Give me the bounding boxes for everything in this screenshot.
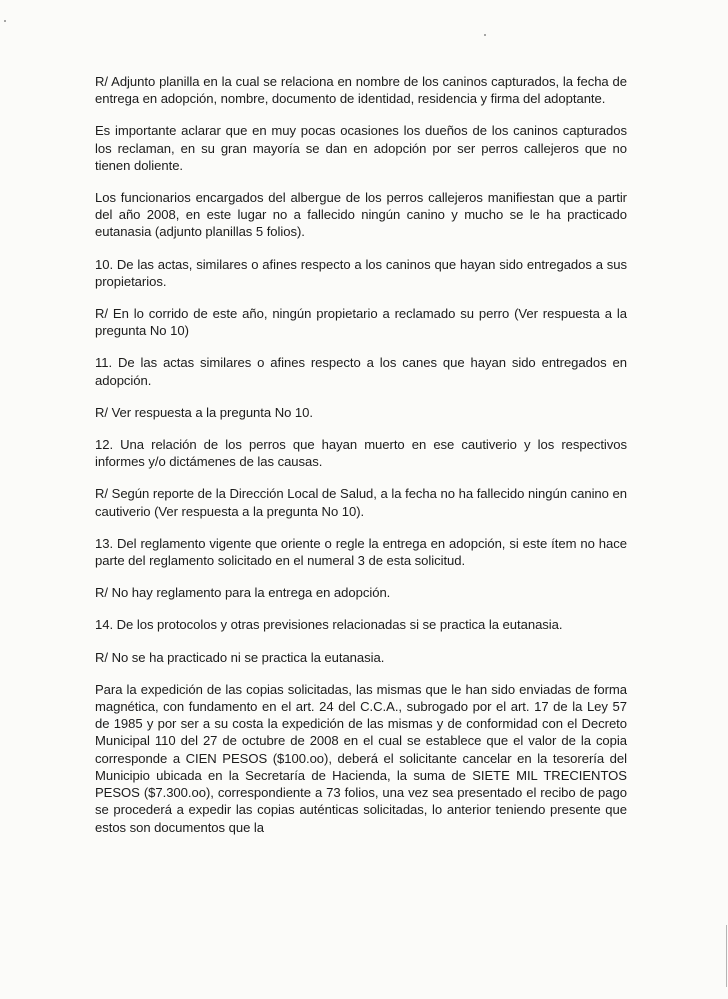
scan-speck-left [4, 20, 6, 22]
question-14: 14. De los protocolos y otras previsiones relacionadas si se practica la eutanasia. [95, 617, 563, 633]
question-12: 12. Una relación de los perros que hayan muerto en ese cautiverio y los respectivos informes y/o dictámenes de las causas. [95, 437, 627, 470]
paragraph-response-planilla: R/ Adjunto planilla en la cual se relaciona en nombre de los caninos capturados, la fecha de entrega en adopción, nombre, documento de identidad, residencia y firma del adoptante. [95, 74, 627, 107]
scan-edge-line [726, 925, 727, 987]
answer-10: R/ En lo corrido de este año, ningún propietario a reclamado su perro (Ver respuesta a la pregunta No 10) [95, 306, 627, 339]
answer-12: R/ Según reporte de la Dirección Local de Salud, a la fecha no ha fallecido ningún canino en cautiverio (Ver respuesta a la pregunta No 10). [95, 486, 627, 519]
document-body [95, 73, 627, 851]
question-10: 10. De las actas, similares o afines respecto a los caninos que hayan sido entregados a sus propietarios. [95, 256, 627, 289]
answer-11: R/ Ver respuesta a la pregunta No 10. [95, 404, 313, 420]
paragraph-clarification: Es importante aclarar que en muy pocas ocasiones los dueños de los caninos capturados los reclaman, en su gran mayoría se dan en adopción por ser perros callejeros que no tienen doliente. [95, 123, 627, 173]
question-11: 11. De las actas similares o afines respecto a los canes que hayan sido entregados en adopción. [95, 355, 627, 388]
paragraph-copies-fee: Para la expedición de las copias solicitadas, las mismas que le han sido enviadas de forma magnética, con fundamento en el art. 24 del C.C.A., subrogado por el art. 17 de la Ley 57 de 1985 y por ser a su costa la expedición de las mismas y de conformidad con el Decreto Municipal 110 del 27 de octubre de 2008 en el cual se establece que el valor de la copia corresponde a CIEN PESOS ($100.oo), deberá el solicitante cancelar en la tesorería del Municipio ubicada en la Secretaría de Hacienda, la suma de SIETE MIL TRECIENTOS PESOS ($7.300.oo), correspondiente a 73 folios, una vez sea presentado el recibo de pago se procederá a expedir las copias auténticas solicitadas, lo anterior teniendo presente que estos son documentos que la [95, 681, 627, 835]
scan-speck-top [484, 34, 486, 36]
question-13: 13. Del reglamento vigente que oriente o regle la entrega en adopción, si este ítem no hace parte del reglamento solicitado en el numeral 3 de esta solicitud. [95, 535, 627, 569]
paragraph-shelter-staff: Los funcionarios encargados del albergue de los perros callejeros manifiestan que a partir del año 2008, en este lugar no a fallecido ningún canino y mucho se le ha practicado eutanasia (adjunto planillas 5 folios). [95, 190, 627, 240]
answer-14: R/ No se ha practicado ni se practica la eutanasia. [95, 649, 385, 665]
answer-13: R/ No hay reglamento para la entrega en adopción. [95, 585, 391, 601]
